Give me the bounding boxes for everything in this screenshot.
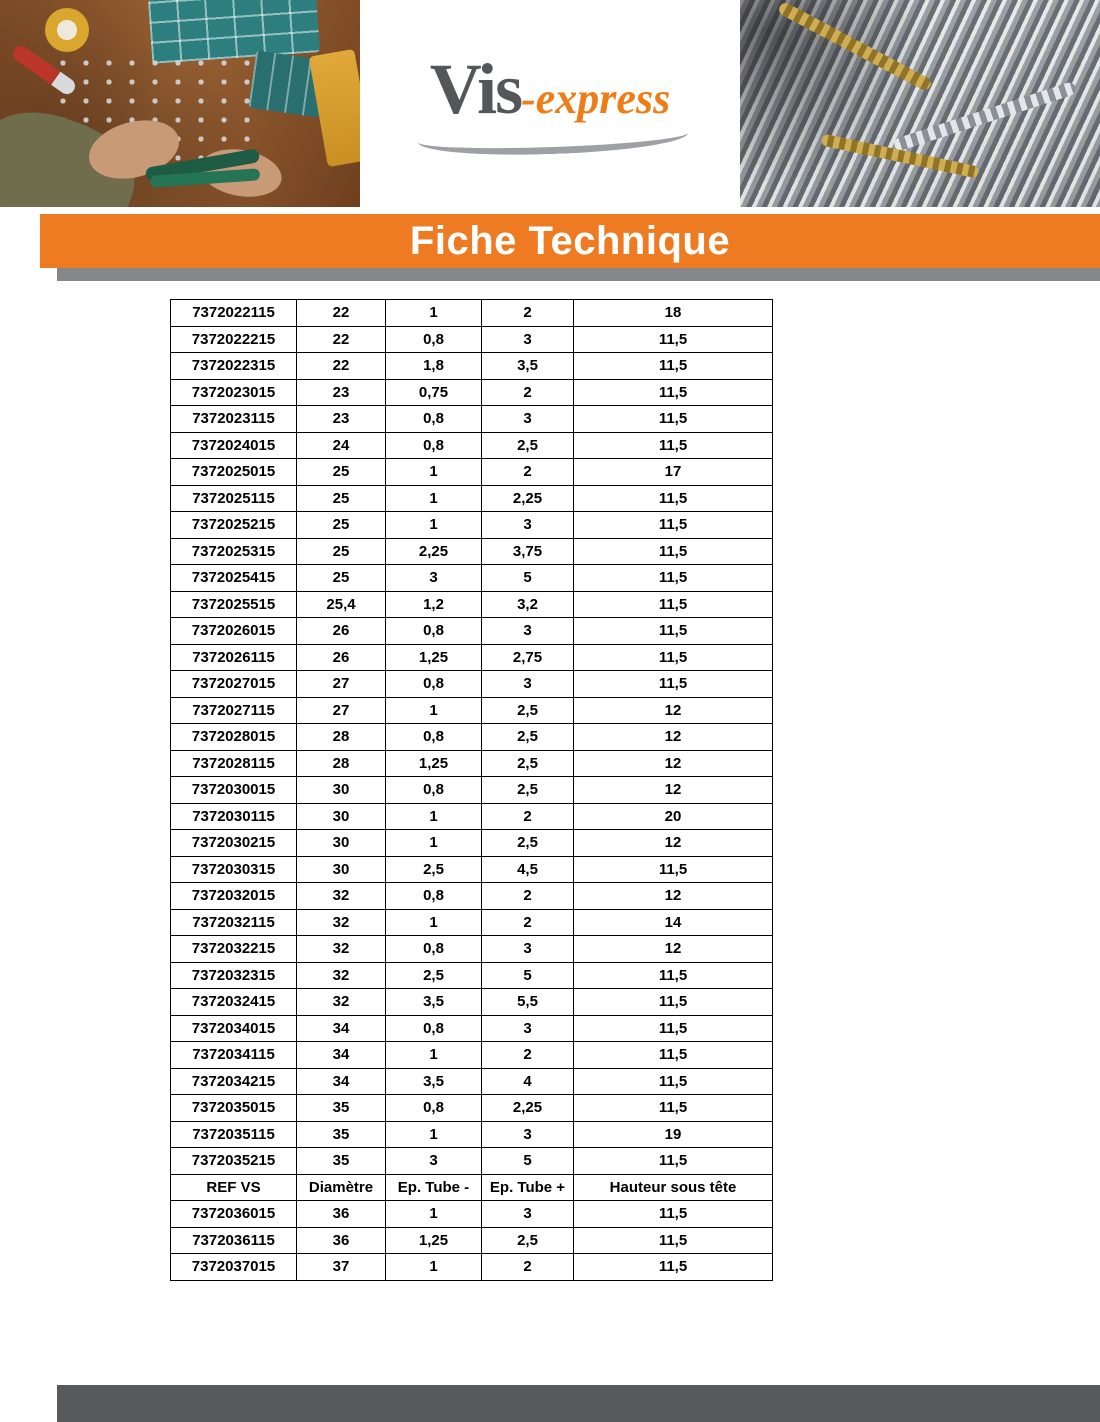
- table-cell: 11,5: [574, 591, 773, 618]
- table-cell: 7372026015: [171, 618, 297, 645]
- page-title: Fiche Technique: [409, 218, 731, 263]
- table-cell: 0,75: [386, 379, 482, 406]
- logo-express-text: -express: [521, 74, 671, 123]
- table-cell: 12: [574, 697, 773, 724]
- table-cell: 35: [297, 1148, 386, 1175]
- table-cell: 1: [386, 1254, 482, 1281]
- table-row: [171, 830, 773, 857]
- table-cell: 11,5: [574, 1227, 773, 1254]
- table-cell: 2,25: [482, 1095, 574, 1122]
- table-cell: 11,5: [574, 1042, 773, 1069]
- table-row: [171, 936, 773, 963]
- table-row: [171, 353, 773, 380]
- table-cell: 18: [574, 300, 773, 327]
- table-cell: 3: [482, 512, 574, 539]
- table-cell: 1,25: [386, 1227, 482, 1254]
- table-row: [171, 432, 773, 459]
- table-cell: 24: [297, 432, 386, 459]
- table-cell: 25: [297, 538, 386, 565]
- table-row: [171, 485, 773, 512]
- table-cell: 32: [297, 883, 386, 910]
- table-cell: 37: [297, 1254, 386, 1281]
- brand-logo-text: [429, 49, 671, 129]
- table-cell: 25,4: [297, 591, 386, 618]
- table-cell: 32: [297, 909, 386, 936]
- table-cell: 28: [297, 750, 386, 777]
- table-cell: 2: [482, 459, 574, 486]
- brass-screw-decor: [777, 1, 933, 92]
- table-cell: 0,8: [386, 777, 482, 804]
- table-cell: 7372025215: [171, 512, 297, 539]
- table-cell: 11,5: [574, 856, 773, 883]
- table-cell: 11,5: [574, 1095, 773, 1122]
- table-row: [171, 724, 773, 751]
- table-cell: 11,5: [574, 644, 773, 671]
- table-cell: 11,5: [574, 353, 773, 380]
- table-cell: 0,8: [386, 432, 482, 459]
- table-cell: 11,5: [574, 671, 773, 698]
- table-cell: 5: [482, 1148, 574, 1175]
- table-cell: 0,8: [386, 883, 482, 910]
- steel-screw-decor: [893, 81, 1078, 152]
- table-cell: 7372025315: [171, 538, 297, 565]
- logo-vis-text: Vis: [429, 49, 522, 129]
- table-cell: 36: [297, 1201, 386, 1228]
- table-header-row: [171, 1174, 773, 1201]
- table-cell: 2,5: [386, 856, 482, 883]
- table-row: [171, 989, 773, 1016]
- table-cell: 3: [482, 326, 574, 353]
- table-cell: 7372030115: [171, 803, 297, 830]
- table-cell: 7372037015: [171, 1254, 297, 1281]
- table-cell: 3: [482, 936, 574, 963]
- table-cell: 1,2: [386, 591, 482, 618]
- screws-pile-photo: [740, 0, 1100, 207]
- table-cell: 3,2: [482, 591, 574, 618]
- table-cell: 7372034215: [171, 1068, 297, 1095]
- table-cell: 27: [297, 671, 386, 698]
- table-cell: 7372035215: [171, 1148, 297, 1175]
- column-header: Ep. Tube +: [482, 1174, 574, 1201]
- table-cell: 7372030015: [171, 777, 297, 804]
- table-cell: 11,5: [574, 1201, 773, 1228]
- table-cell: 30: [297, 803, 386, 830]
- table-cell: 7372035015: [171, 1095, 297, 1122]
- table-cell: 7372035115: [171, 1121, 297, 1148]
- table-cell: 11,5: [574, 1254, 773, 1281]
- table-cell: 12: [574, 830, 773, 857]
- table-cell: 26: [297, 644, 386, 671]
- column-header: Diamètre: [297, 1174, 386, 1201]
- table-row: [171, 459, 773, 486]
- table-row: [171, 803, 773, 830]
- table-row: [171, 909, 773, 936]
- table-cell: 0,8: [386, 406, 482, 433]
- table-cell: 7372022315: [171, 353, 297, 380]
- table-cell: 7372024015: [171, 432, 297, 459]
- table-cell: 2: [482, 883, 574, 910]
- table-cell: 30: [297, 830, 386, 857]
- table-cell: 26: [297, 618, 386, 645]
- table-row: [171, 671, 773, 698]
- table-cell: 3,5: [386, 989, 482, 1016]
- column-header: Hauteur sous tête: [574, 1174, 773, 1201]
- table-row: [171, 565, 773, 592]
- table-cell: 2,5: [482, 1227, 574, 1254]
- table-cell: 0,8: [386, 724, 482, 751]
- table-cell: 7372032215: [171, 936, 297, 963]
- table-cell: 20: [574, 803, 773, 830]
- table-cell: 1: [386, 1201, 482, 1228]
- table-cell: 2,75: [482, 644, 574, 671]
- table-cell: 3: [482, 1015, 574, 1042]
- table-cell: 1: [386, 697, 482, 724]
- table-cell: 1: [386, 300, 482, 327]
- table-cell: 2: [482, 379, 574, 406]
- banner-shadow: [57, 268, 1100, 281]
- table-row: [171, 512, 773, 539]
- table-cell: 7372036115: [171, 1227, 297, 1254]
- table-cell: 25: [297, 512, 386, 539]
- table-cell: 7372023115: [171, 406, 297, 433]
- table-cell: 25: [297, 485, 386, 512]
- table-cell: 22: [297, 326, 386, 353]
- column-header: Ep. Tube -: [386, 1174, 482, 1201]
- table-cell: 32: [297, 936, 386, 963]
- table-cell: 35: [297, 1121, 386, 1148]
- column-header: REF VS: [171, 1174, 297, 1201]
- table-cell: 11,5: [574, 1068, 773, 1095]
- table-cell: 2: [482, 803, 574, 830]
- table-cell: 2,25: [482, 485, 574, 512]
- table-cell: 3: [482, 671, 574, 698]
- table-row: [171, 777, 773, 804]
- table-cell: 0,8: [386, 671, 482, 698]
- table-cell: 7372032415: [171, 989, 297, 1016]
- table-cell: 7372028115: [171, 750, 297, 777]
- table-row: [171, 962, 773, 989]
- table-cell: 22: [297, 300, 386, 327]
- table-cell: 2,5: [482, 830, 574, 857]
- table-cell: 11,5: [574, 406, 773, 433]
- table-cell: 7372025515: [171, 591, 297, 618]
- table-cell: 7372025015: [171, 459, 297, 486]
- table-cell: 7372027015: [171, 671, 297, 698]
- table-cell: 5: [482, 962, 574, 989]
- table-cell: 4,5: [482, 856, 574, 883]
- table-cell: 0,8: [386, 1015, 482, 1042]
- table-cell: 3: [482, 406, 574, 433]
- table-cell: 25: [297, 565, 386, 592]
- table-cell: 1: [386, 1121, 482, 1148]
- table-cell: 12: [574, 777, 773, 804]
- table-row: [171, 379, 773, 406]
- table-cell: 7372032115: [171, 909, 297, 936]
- table-cell: 2,25: [386, 538, 482, 565]
- table-cell: 30: [297, 856, 386, 883]
- table-cell: 2: [482, 300, 574, 327]
- table-cell: 7372036015: [171, 1201, 297, 1228]
- table-cell: 3: [482, 1121, 574, 1148]
- table-cell: 3: [482, 618, 574, 645]
- table-cell: 12: [574, 936, 773, 963]
- table-row: [171, 1201, 773, 1228]
- table-cell: 7372023015: [171, 379, 297, 406]
- table-cell: 3: [482, 1201, 574, 1228]
- table-cell: 22: [297, 353, 386, 380]
- table-cell: 7372034115: [171, 1042, 297, 1069]
- table-row: [171, 1015, 773, 1042]
- table-cell: 2,5: [482, 432, 574, 459]
- table-cell: 25: [297, 459, 386, 486]
- table-cell: 2,5: [482, 697, 574, 724]
- table-cell: 3,75: [482, 538, 574, 565]
- table-cell: 11,5: [574, 1148, 773, 1175]
- title-banner: [40, 214, 1100, 268]
- table-cell: 2: [482, 1042, 574, 1069]
- table-cell: 4: [482, 1068, 574, 1095]
- table-cell: 3: [386, 1148, 482, 1175]
- table-cell: 1: [386, 830, 482, 857]
- table-cell: 11,5: [574, 962, 773, 989]
- table-cell: 32: [297, 962, 386, 989]
- table-cell: 11,5: [574, 512, 773, 539]
- table-cell: 11,5: [574, 432, 773, 459]
- spec-table: [170, 299, 773, 1281]
- table-cell: 0,8: [386, 326, 482, 353]
- table-cell: 27: [297, 697, 386, 724]
- table-cell: 1,25: [386, 750, 482, 777]
- table-cell: 7372022115: [171, 300, 297, 327]
- table-cell: 0,8: [386, 618, 482, 645]
- table-cell: 11,5: [574, 326, 773, 353]
- table-cell: 0,8: [386, 936, 482, 963]
- table-row: [171, 406, 773, 433]
- table-cell: 12: [574, 724, 773, 751]
- table-row: [171, 618, 773, 645]
- table-cell: 1: [386, 512, 482, 539]
- table-cell: 7372022215: [171, 326, 297, 353]
- table-cell: 36: [297, 1227, 386, 1254]
- table-row: [171, 1148, 773, 1175]
- table-cell: 7372027115: [171, 697, 297, 724]
- table-row: [171, 1042, 773, 1069]
- table-row: [171, 538, 773, 565]
- table-cell: 12: [574, 883, 773, 910]
- table-cell: 12: [574, 750, 773, 777]
- table-cell: 7372032015: [171, 883, 297, 910]
- table-cell: 19: [574, 1121, 773, 1148]
- table-row: [171, 591, 773, 618]
- table-cell: 5,5: [482, 989, 574, 1016]
- table-cell: 2: [482, 909, 574, 936]
- table-cell: 14: [574, 909, 773, 936]
- table-cell: 2: [482, 1254, 574, 1281]
- table-row: [171, 750, 773, 777]
- table-cell: 7372032315: [171, 962, 297, 989]
- table-row: [171, 300, 773, 327]
- table-cell: 3,5: [482, 353, 574, 380]
- table-cell: 17: [574, 459, 773, 486]
- brand-logo: [360, 0, 740, 207]
- table-cell: 7372026115: [171, 644, 297, 671]
- table-row: [171, 1095, 773, 1122]
- table-cell: 11,5: [574, 989, 773, 1016]
- table-cell: 7372025115: [171, 485, 297, 512]
- table-cell: 1: [386, 1042, 482, 1069]
- table-row: [171, 326, 773, 353]
- table-row: [171, 644, 773, 671]
- table-row: [171, 856, 773, 883]
- table-cell: 7372030315: [171, 856, 297, 883]
- table-cell: 7372030215: [171, 830, 297, 857]
- table-cell: 7372034015: [171, 1015, 297, 1042]
- table-cell: 28: [297, 724, 386, 751]
- table-cell: 5: [482, 565, 574, 592]
- tools-workbench-photo: [0, 0, 360, 207]
- table-cell: 11,5: [574, 538, 773, 565]
- table-cell: 35: [297, 1095, 386, 1122]
- table-cell: 3: [386, 565, 482, 592]
- table-cell: 23: [297, 406, 386, 433]
- table-cell: 11,5: [574, 565, 773, 592]
- table-cell: 32: [297, 989, 386, 1016]
- table-cell: 1: [386, 485, 482, 512]
- tape-measure-decor: [45, 8, 89, 52]
- table-cell: 34: [297, 1068, 386, 1095]
- table-cell: 1,8: [386, 353, 482, 380]
- table-cell: 7372028015: [171, 724, 297, 751]
- table-cell: 2,5: [482, 750, 574, 777]
- table-cell: 1: [386, 459, 482, 486]
- table-cell: 2,5: [482, 777, 574, 804]
- table-cell: 1: [386, 909, 482, 936]
- table-cell: 1: [386, 803, 482, 830]
- table-cell: 30: [297, 777, 386, 804]
- table-cell: 0,8: [386, 1095, 482, 1122]
- table-row: [171, 1121, 773, 1148]
- table-row: [171, 883, 773, 910]
- table-cell: 34: [297, 1042, 386, 1069]
- table-row: [171, 1068, 773, 1095]
- table-cell: 34: [297, 1015, 386, 1042]
- footer-bar: [57, 1385, 1100, 1422]
- table-cell: 2,5: [386, 962, 482, 989]
- table-row: [171, 1254, 773, 1281]
- table-cell: 1,25: [386, 644, 482, 671]
- table-cell: 11,5: [574, 379, 773, 406]
- table-row: [171, 1227, 773, 1254]
- table-cell: 11,5: [574, 618, 773, 645]
- table-cell: 11,5: [574, 485, 773, 512]
- table-cell: 3,5: [386, 1068, 482, 1095]
- table-cell: 2,5: [482, 724, 574, 751]
- table-cell: 11,5: [574, 1015, 773, 1042]
- table-cell: 23: [297, 379, 386, 406]
- table-cell: 7372025415: [171, 565, 297, 592]
- table-row: [171, 697, 773, 724]
